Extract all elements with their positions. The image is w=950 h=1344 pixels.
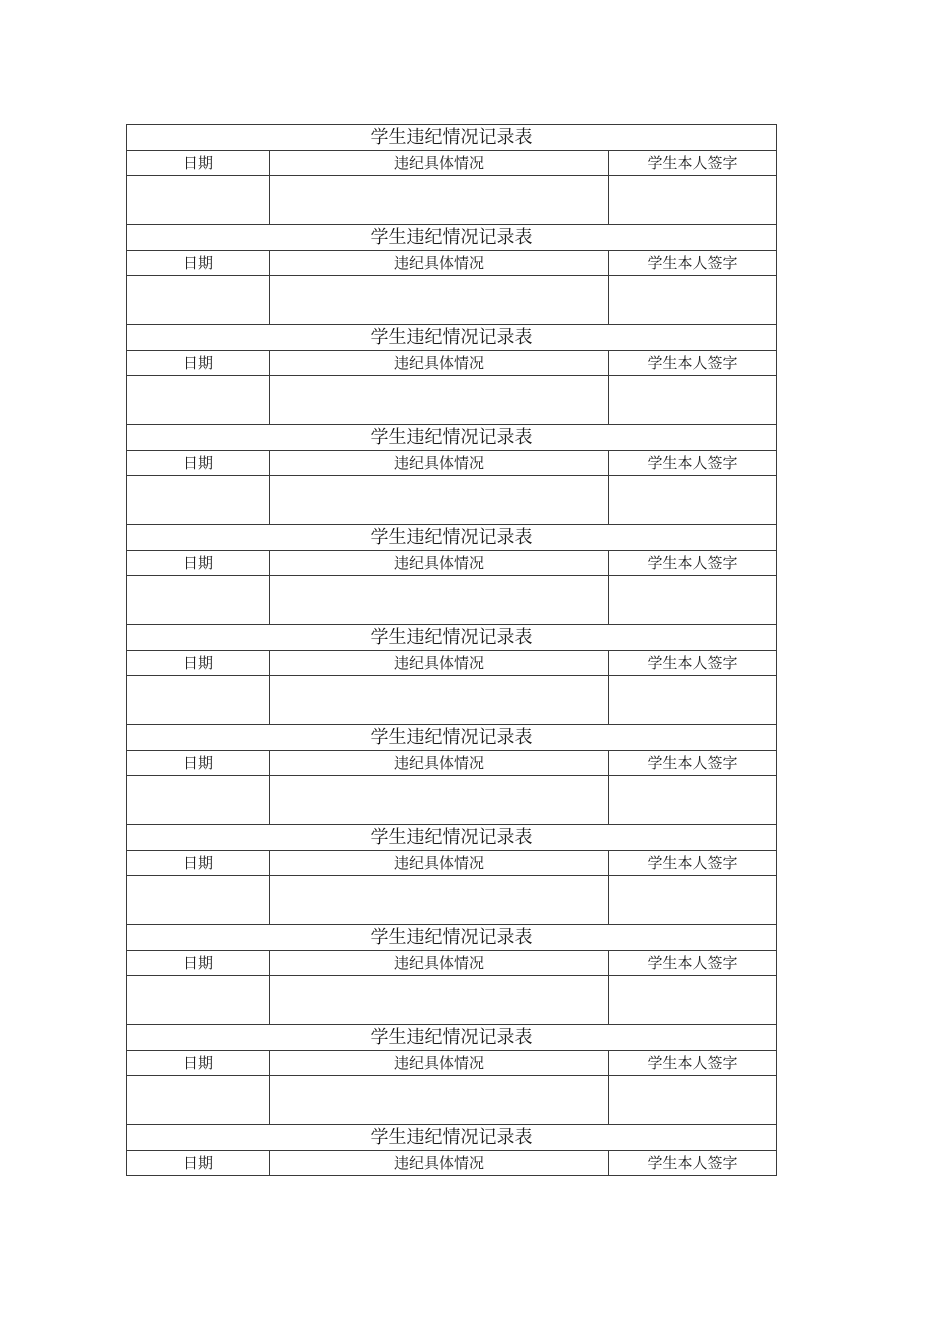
column-header-row bbox=[127, 1151, 777, 1176]
detail-entry-cell[interactable] bbox=[270, 1076, 609, 1125]
signature-entry-cell[interactable] bbox=[609, 976, 777, 1025]
date-column-header: 日期 bbox=[127, 351, 270, 376]
entry-row bbox=[127, 676, 777, 725]
detail-entry-cell[interactable] bbox=[270, 376, 609, 425]
form-title-row bbox=[127, 425, 777, 451]
entry-row bbox=[127, 776, 777, 825]
form-title-row bbox=[127, 725, 777, 751]
form-title: 学生违纪情况记录表 bbox=[127, 525, 777, 551]
column-header-row bbox=[127, 251, 777, 276]
form-title: 学生违纪情况记录表 bbox=[127, 125, 777, 151]
date-column-header: 日期 bbox=[127, 951, 270, 976]
date-entry-cell[interactable] bbox=[127, 376, 270, 425]
date-column-header: 日期 bbox=[127, 1051, 270, 1076]
detail-entry-cell[interactable] bbox=[270, 876, 609, 925]
form-title-row bbox=[127, 325, 777, 351]
form-title-row bbox=[127, 825, 777, 851]
form-title: 学生违纪情况记录表 bbox=[127, 1125, 777, 1151]
signature-column-header: 学生本人签字 bbox=[609, 751, 777, 776]
detail-column-header: 违纪具体情况 bbox=[270, 451, 609, 476]
detail-entry-cell[interactable] bbox=[270, 776, 609, 825]
form-title: 学生违纪情况记录表 bbox=[127, 825, 777, 851]
column-header-row bbox=[127, 751, 777, 776]
date-entry-cell[interactable] bbox=[127, 1076, 270, 1125]
detail-entry-cell[interactable] bbox=[270, 476, 609, 525]
entry-row bbox=[127, 176, 777, 225]
date-column-header: 日期 bbox=[127, 251, 270, 276]
date-entry-cell[interactable] bbox=[127, 676, 270, 725]
form-title: 学生违纪情况记录表 bbox=[127, 325, 777, 351]
detail-column-header: 违纪具体情况 bbox=[270, 951, 609, 976]
detail-column-header: 违纪具体情况 bbox=[270, 651, 609, 676]
signature-column-header: 学生本人签字 bbox=[609, 551, 777, 576]
form-title-row bbox=[127, 625, 777, 651]
signature-column-header: 学生本人签字 bbox=[609, 251, 777, 276]
detail-column-header: 违纪具体情况 bbox=[270, 851, 609, 876]
column-header-row bbox=[127, 351, 777, 376]
form-title: 学生违纪情况记录表 bbox=[127, 625, 777, 651]
date-entry-cell[interactable] bbox=[127, 276, 270, 325]
date-column-header: 日期 bbox=[127, 851, 270, 876]
detail-entry-cell[interactable] bbox=[270, 276, 609, 325]
entry-row bbox=[127, 276, 777, 325]
form-title-row bbox=[127, 125, 777, 151]
violation-record-table bbox=[126, 124, 777, 1176]
signature-entry-cell[interactable] bbox=[609, 476, 777, 525]
signature-column-header: 学生本人签字 bbox=[609, 151, 777, 176]
signature-entry-cell[interactable] bbox=[609, 1076, 777, 1125]
date-column-header: 日期 bbox=[127, 151, 270, 176]
entry-row bbox=[127, 976, 777, 1025]
signature-column-header: 学生本人签字 bbox=[609, 1151, 777, 1176]
signature-column-header: 学生本人签字 bbox=[609, 1051, 777, 1076]
entry-row bbox=[127, 376, 777, 425]
signature-entry-cell[interactable] bbox=[609, 576, 777, 625]
date-entry-cell[interactable] bbox=[127, 176, 270, 225]
record-table-body bbox=[127, 125, 777, 1176]
signature-entry-cell[interactable] bbox=[609, 176, 777, 225]
signature-entry-cell[interactable] bbox=[609, 376, 777, 425]
form-title: 学生违纪情况记录表 bbox=[127, 925, 777, 951]
date-entry-cell[interactable] bbox=[127, 776, 270, 825]
date-column-header: 日期 bbox=[127, 751, 270, 776]
signature-column-header: 学生本人签字 bbox=[609, 951, 777, 976]
detail-column-header: 违纪具体情况 bbox=[270, 1151, 609, 1176]
date-entry-cell[interactable] bbox=[127, 876, 270, 925]
form-title: 学生违纪情况记录表 bbox=[127, 1025, 777, 1051]
date-entry-cell[interactable] bbox=[127, 576, 270, 625]
column-header-row bbox=[127, 651, 777, 676]
date-column-header: 日期 bbox=[127, 651, 270, 676]
signature-column-header: 学生本人签字 bbox=[609, 851, 777, 876]
detail-column-header: 违纪具体情况 bbox=[270, 551, 609, 576]
form-title-row bbox=[127, 1025, 777, 1051]
detail-column-header: 违纪具体情况 bbox=[270, 151, 609, 176]
form-title: 学生违纪情况记录表 bbox=[127, 725, 777, 751]
signature-column-header: 学生本人签字 bbox=[609, 651, 777, 676]
detail-column-header: 违纪具体情况 bbox=[270, 251, 609, 276]
date-entry-cell[interactable] bbox=[127, 476, 270, 525]
form-title-row bbox=[127, 225, 777, 251]
date-entry-cell[interactable] bbox=[127, 976, 270, 1025]
entry-row bbox=[127, 476, 777, 525]
signature-entry-cell[interactable] bbox=[609, 876, 777, 925]
form-title-row bbox=[127, 1125, 777, 1151]
detail-column-header: 违纪具体情况 bbox=[270, 1051, 609, 1076]
entry-row bbox=[127, 876, 777, 925]
detail-entry-cell[interactable] bbox=[270, 576, 609, 625]
date-column-header: 日期 bbox=[127, 1151, 270, 1176]
form-title: 学生违纪情况记录表 bbox=[127, 225, 777, 251]
column-header-row bbox=[127, 451, 777, 476]
detail-column-header: 违纪具体情况 bbox=[270, 751, 609, 776]
signature-column-header: 学生本人签字 bbox=[609, 351, 777, 376]
form-title-row bbox=[127, 925, 777, 951]
detail-entry-cell[interactable] bbox=[270, 976, 609, 1025]
entry-row bbox=[127, 1076, 777, 1125]
column-header-row bbox=[127, 551, 777, 576]
signature-entry-cell[interactable] bbox=[609, 776, 777, 825]
column-header-row bbox=[127, 951, 777, 976]
signature-column-header: 学生本人签字 bbox=[609, 451, 777, 476]
column-header-row bbox=[127, 851, 777, 876]
form-title: 学生违纪情况记录表 bbox=[127, 425, 777, 451]
signature-entry-cell[interactable] bbox=[609, 276, 777, 325]
form-title-row bbox=[127, 525, 777, 551]
detail-entry-cell[interactable] bbox=[270, 176, 609, 225]
detail-entry-cell[interactable] bbox=[270, 676, 609, 725]
date-column-header: 日期 bbox=[127, 451, 270, 476]
column-header-row bbox=[127, 1051, 777, 1076]
column-header-row bbox=[127, 151, 777, 176]
date-column-header: 日期 bbox=[127, 551, 270, 576]
entry-row bbox=[127, 576, 777, 625]
detail-column-header: 违纪具体情况 bbox=[270, 351, 609, 376]
signature-entry-cell[interactable] bbox=[609, 676, 777, 725]
